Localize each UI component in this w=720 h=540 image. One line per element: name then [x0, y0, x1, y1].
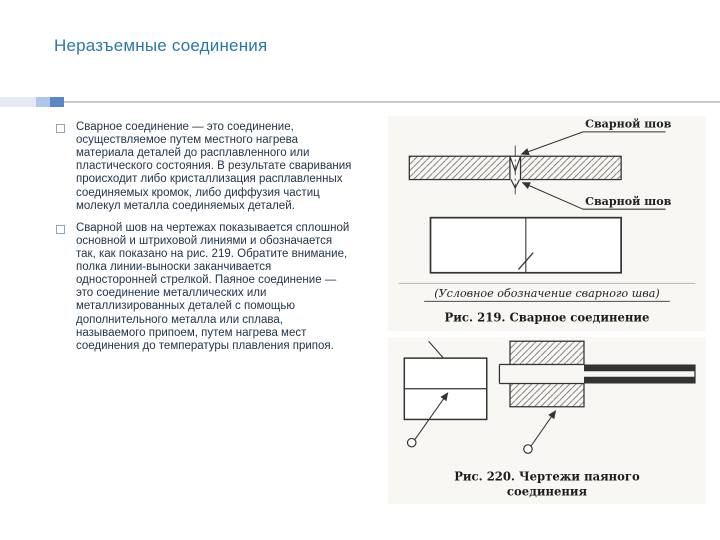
rule-segment-pale [0, 97, 36, 107]
weld-seam-label-bottom: Сварной шов [585, 194, 672, 208]
solder-butt-joint-view [404, 341, 486, 447]
bullet-text-weld-seam-drawing: Сварной шов на чертежах показывается сплошной основной и штриховой линиями и обозначается так, как показано на рис. 219. Обратите внимание, полка линии-выноски заканчивается односторонней стрелкой. Паяное соединение — это соединение металлических или металлизированных деталей с помощью дополнительного металла или сплава, называемого припоем, путем нагрева мест соединения до температуры плавления припоя. [76, 221, 350, 352]
list-item [56, 222, 352, 353]
rule-segment-blue [50, 97, 64, 107]
fig219-caption: Рис. 219. Сварное соединение [444, 310, 650, 325]
bullet-text-welded-joint: Сварное соединение — это соединение, осуществляемое путем местного нагрева материала деталей до расплавленного или пластического состояния. В результате сваривания происходит либо кристаллизация расплавленных соединяемых кромок, либо диффузия частиц молекул металла соединяемых деталей. [76, 121, 352, 212]
list-item [56, 121, 352, 213]
weld-cross-section [409, 146, 621, 195]
solder-sleeve-joint-view [499, 341, 695, 453]
title-rule [0, 96, 720, 108]
figures-column [388, 116, 706, 510]
fig220-image [388, 337, 706, 504]
weld-label-bottom [523, 183, 672, 209]
fig219-symbol-note: (Условное обозначение сварного шва) [434, 287, 660, 301]
weld-top-view [430, 218, 621, 273]
fig219-image [388, 116, 706, 331]
fig220-caption-line2: соединения [506, 484, 588, 499]
bullet-square-icon [56, 225, 65, 234]
slide-title: Неразъемные соединения [54, 36, 268, 55]
weld-label-top [522, 118, 672, 154]
weld-seam-label-top: Сварной шов [585, 117, 672, 131]
bullet-square-icon [56, 124, 65, 133]
rule-segment-lightblue [36, 97, 50, 107]
bullet-list [56, 121, 352, 362]
fig220-caption-line1: Рис. 220. Чертежи паяного [454, 469, 640, 484]
rule-line [64, 101, 720, 103]
